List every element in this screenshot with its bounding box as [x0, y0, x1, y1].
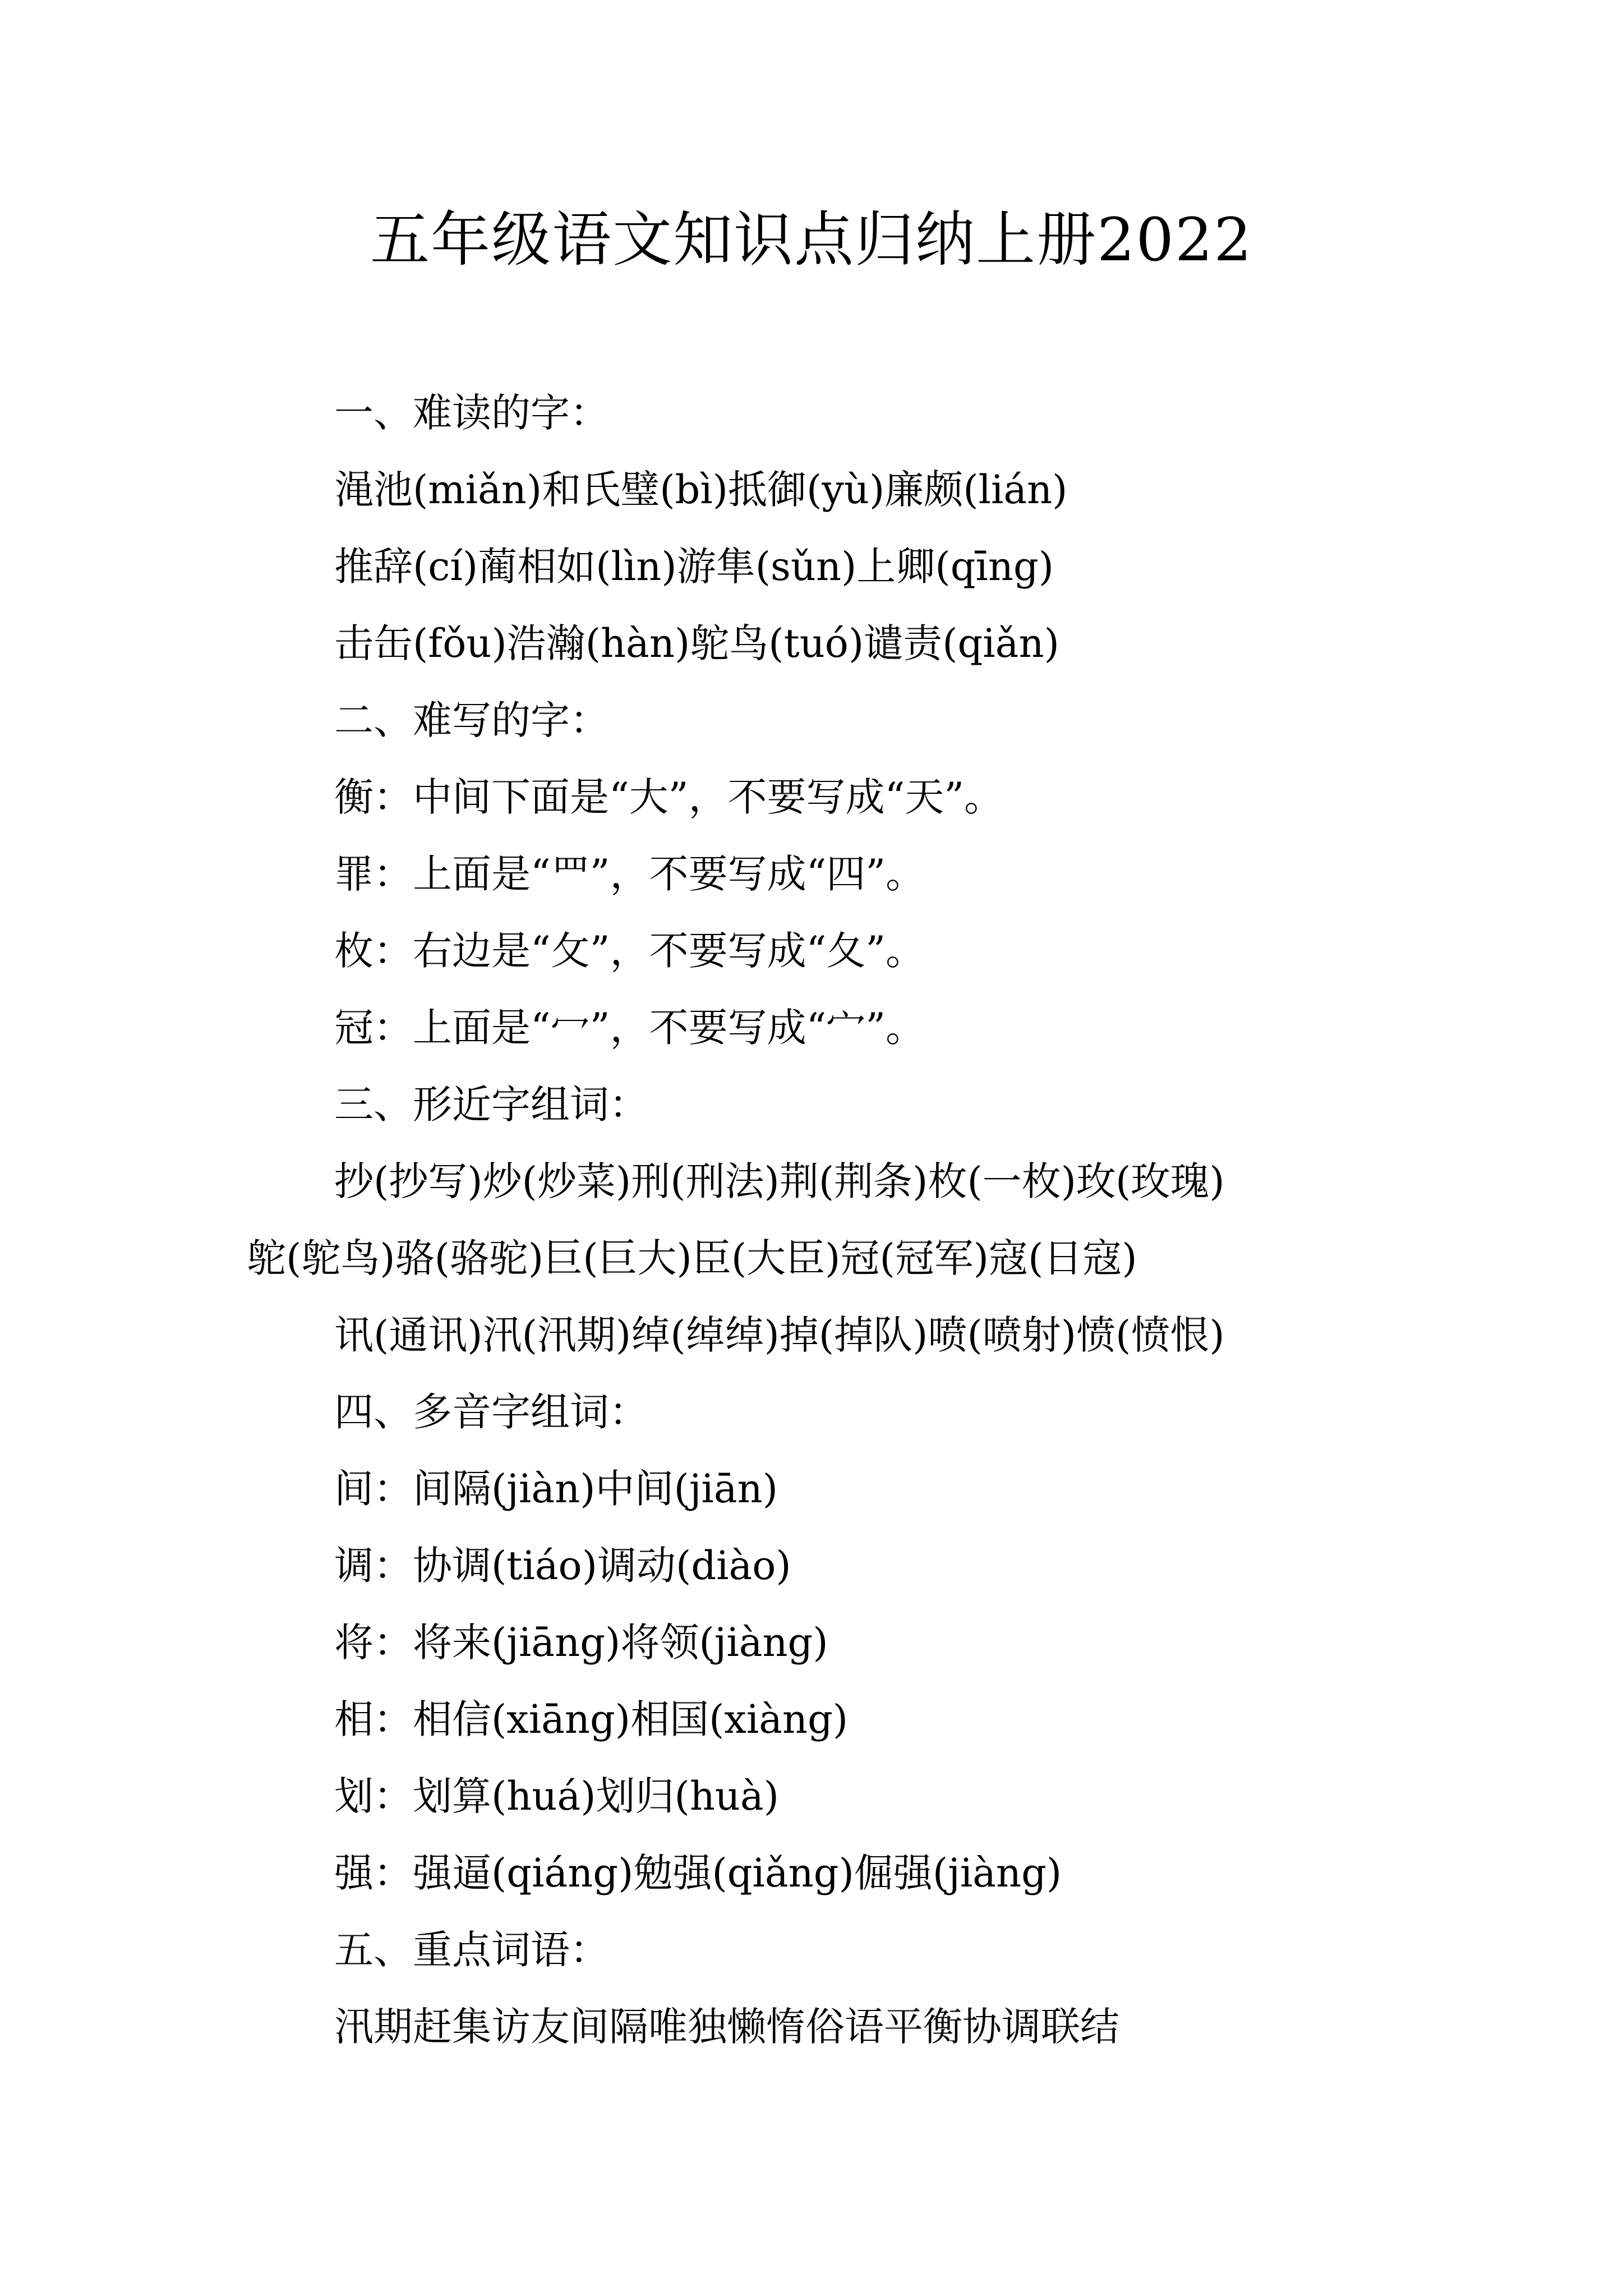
text-line: 讯(通讯)汛(汛期)绰(绰绰)掉(掉队)喷(喷射)愤(愤恨): [334, 1312, 1225, 1358]
text-line: 枚：右边是“攵”，不要写成“夂”。: [334, 928, 925, 974]
text-line: 相：相信(xiāng)相国(xiàng): [334, 1696, 849, 1742]
text-line: 衡：中间下面是“大”，不要写成“天”。: [334, 774, 1004, 820]
text-line: 调：协调(tiáo)调动(diào): [334, 1543, 791, 1589]
text-line: 间：间隔(jiàn)中间(jiān): [334, 1466, 778, 1512]
text-line: 鸵(鸵鸟)骆(骆驼)巨(巨大)臣(大臣)冠(冠军)寇(日寇): [247, 1235, 1137, 1281]
text-line: 冠：上面是“冖”，不要写成“宀”。: [334, 1005, 925, 1051]
text-line: 推辞(cí)蔺相如(lìn)游隼(sǔn)上卿(qīng): [334, 544, 1054, 590]
text-line: 抄(抄写)炒(炒菜)刑(刑法)荆(荆条)枚(一枚)玫(玫瑰): [334, 1158, 1225, 1204]
section-heading: 四、多音字组词：: [334, 1389, 648, 1435]
section-heading: 一、难读的字：: [334, 390, 609, 436]
text-line: 渑池(miǎn)和氏璧(bì)抵御(yù)廉颇(lián): [334, 467, 1068, 513]
text-line: 罪：上面是“罒”，不要写成“四”。: [334, 851, 925, 897]
text-line: 将：将来(jiāng)将领(jiàng): [334, 1619, 828, 1665]
document-body: [247, 375, 1413, 2065]
text-line: 强：强逼(qiáng)勉强(qiǎng)倔强(jiàng): [334, 1850, 1062, 1896]
section-heading: 二、难写的字：: [334, 697, 609, 743]
text-line: 击缶(fǒu)浩瀚(hàn)鸵鸟(tuó)谴责(qiǎn): [334, 620, 1059, 666]
text-line: 汛期赶集访友间隔唯独懒惰俗语平衡协调联结: [334, 2004, 1119, 2050]
document-title: 五年级语文知识点归纳上册2022: [370, 205, 1253, 274]
text-line: 划：划算(huá)划归(huà): [334, 1773, 780, 1819]
section-heading: 三、形近字组词：: [334, 1082, 648, 1128]
section-heading: 五、重点词语：: [334, 1927, 609, 1973]
